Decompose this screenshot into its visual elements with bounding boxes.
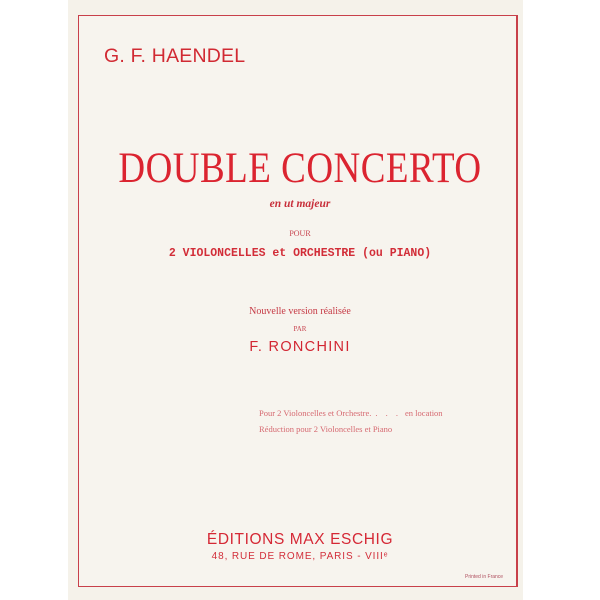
edition-orchestra-label: Pour 2 Violoncelles et Orchestre. — [259, 408, 372, 418]
edition-orchestra — [259, 408, 443, 418]
par-label: PAR — [293, 325, 307, 333]
arranger-name: F. RONCHINI — [249, 339, 351, 355]
composer-name: G. F. HAENDEL — [104, 45, 246, 67]
edition-piano-reduction: Réduction pour 2 Violoncelles et Piano — [259, 424, 393, 434]
publisher-address: 48, RUE DE ROME, PARIS - VIIIᵉ — [211, 551, 389, 562]
pour-label: POUR — [289, 229, 311, 238]
work-title: DOUBLE CONCERTO — [118, 144, 482, 193]
red-border-frame — [78, 15, 518, 587]
key-signature: en ut majeur — [269, 198, 331, 210]
edition-orchestra-availability: en location — [405, 408, 443, 418]
printed-in-note: Printed in France — [465, 574, 504, 580]
instrumentation: 2 VIOLONCELLES et ORCHESTRE (ou PIANO) — [168, 247, 432, 260]
publisher-name: ÉDITIONS MAX ESCHIG — [206, 531, 394, 548]
version-note: Nouvelle version réalisée — [249, 306, 351, 317]
edition-leader-dots: . . . — [375, 408, 402, 418]
